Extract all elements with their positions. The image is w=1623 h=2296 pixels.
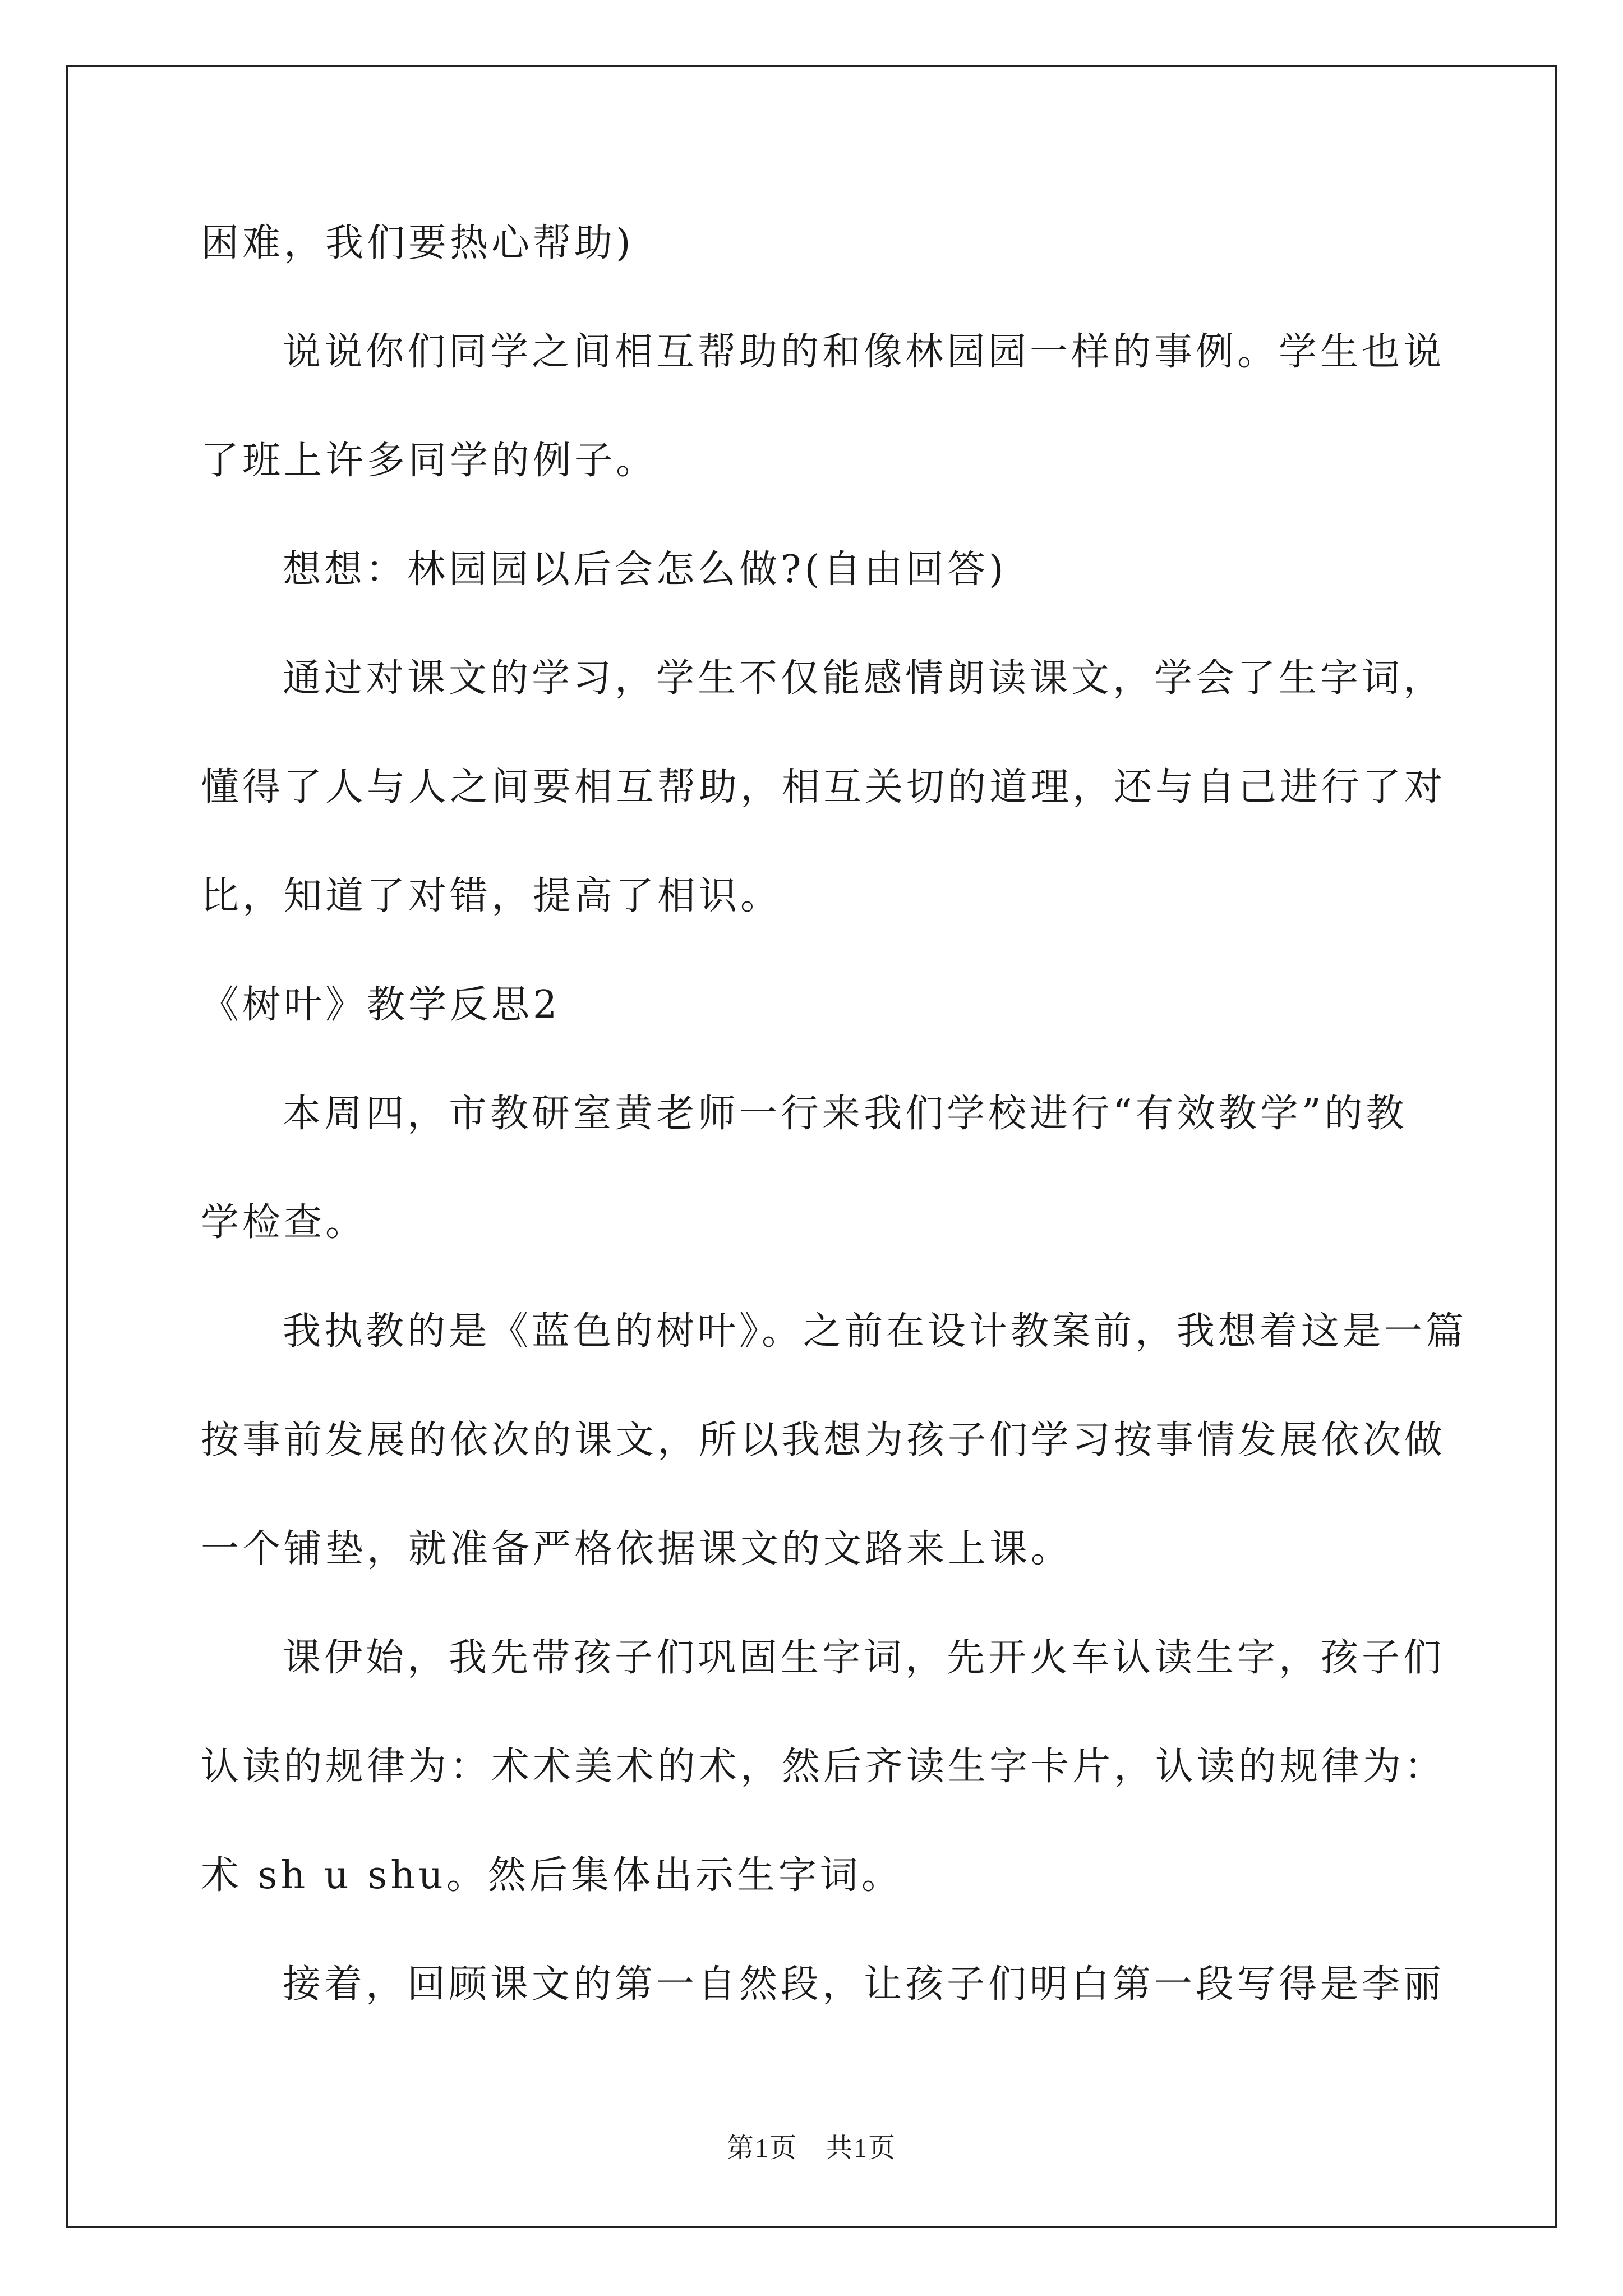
paragraph-line: 想想：林园园以后会怎么做?(自由回答): [283, 547, 1007, 592]
text-line: 困难，我们要热心帮助): [201, 221, 634, 265]
text-line: 术 sh u shu。然后集体出示生字词。: [201, 1853, 903, 1898]
paragraph-line: 通过对课文的学习，学生不仅能感情朗读课文，学会了生字词，: [283, 656, 1445, 701]
page-frame: [66, 65, 1557, 2228]
text-line: 比，知道了对错，提高了相识。: [201, 874, 782, 918]
text-line: 按事前发展的依次的课文，所以我想为孩子们学习按事情发展依次做: [201, 1418, 1446, 1462]
text-line: 了班上许多同学的例子。: [201, 439, 658, 483]
paragraph-line: 我执教的是《蓝色的树叶》。之前在设计教案前，我想着这是一篇: [283, 1309, 1468, 1354]
section-heading: 《树叶》教学反思2: [201, 983, 561, 1027]
page-footer: 第1页 共1页: [726, 2133, 896, 2163]
paragraph-line: 课伊始，我先带孩子们巩固生字词，先开火车认读生字，孩子们: [283, 1636, 1445, 1680]
paragraph-line: 接着，回顾课文的第一自然段，让孩子们明白第一段写得是李丽: [283, 1962, 1445, 2007]
text-line: 懂得了人与人之间要相互帮助，相互关切的道理，还与自己进行了对: [201, 765, 1446, 809]
paragraph-line: 说说你们同学之间相互帮助的和像林园园一样的事例。学生也说: [283, 330, 1445, 374]
text-line: 一个铺垫，就准备严格依据课文的文路来上课。: [201, 1527, 1073, 1571]
text-line: 认读的规律为：术术美术的术，然后齐读生字卡片，认读的规律为：: [201, 1745, 1446, 1789]
paragraph-line: 本周四，市教研室黄老师一行来我们学校进行“有效教学”的教: [283, 1092, 1408, 1136]
text-line: 学检查。: [201, 1200, 367, 1245]
